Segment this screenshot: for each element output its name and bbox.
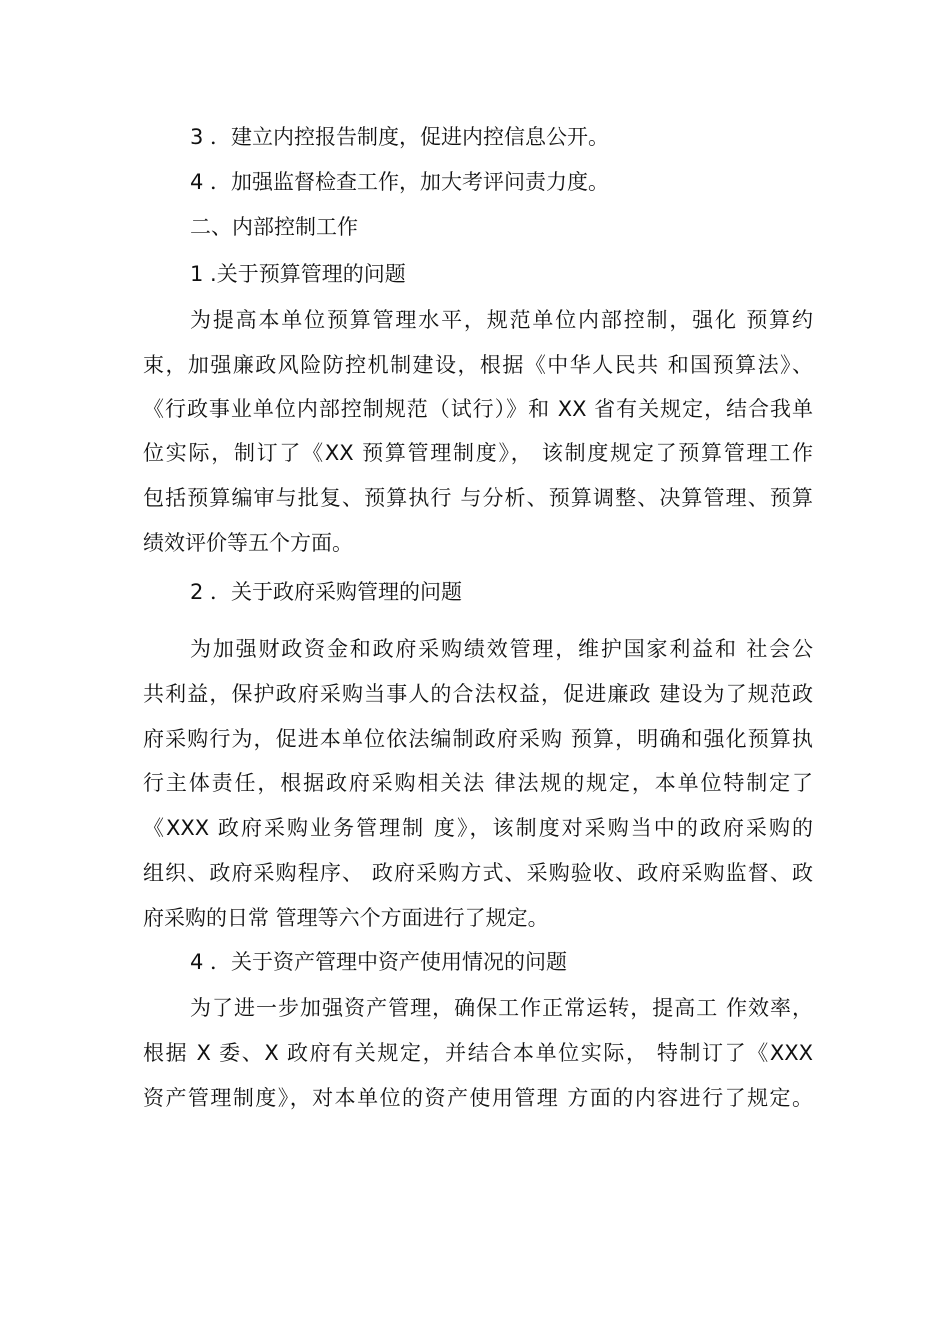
paragraph-line: 资产管理制度》，对本单位的资产使用管理 方面的内容进行了规定。 <box>143 1086 813 1110</box>
paragraph-line: 为了进一步加强资产管理，确保工作正常运转，提高工 作效率， <box>190 996 813 1020</box>
paragraph-line: 束，加强廉政风险防控机制建设，根据《中华人民共 和国预算法》、 <box>143 353 813 377</box>
subheading-assets: 4 ．关于资产管理中资产使用情况的问题 <box>190 950 568 974</box>
list-item-4: 4 ．加强监督检查工作，加大考评问责力度。 <box>190 170 610 194</box>
paragraph-line: 组织、政府采购程序、 政府采购方式、采购验收、政府采购监督、政 <box>143 861 813 885</box>
paragraph-line: 《行政事业单位内部控制规范（试行）》和 XX 省有关规定，结合我单 <box>143 397 813 421</box>
paragraph-line: 根据 X 委、X 政府有关规定，并结合本单位实际， 特制订了《XXX <box>143 1041 813 1065</box>
paragraph-line: 共利益，保护政府采购当事人的合法权益，促进廉政 建设为了规范政 <box>143 682 813 706</box>
subheading-budget: 1 .关于预算管理的问题 <box>190 262 406 286</box>
paragraph-line: 行主体责任，根据政府采购相关法 律法规的规定，本单位特制定了 <box>143 771 813 795</box>
paragraph-line: 为提高本单位预算管理水平，规范单位内部控制，强化 预算约 <box>190 308 813 332</box>
paragraph-line: 包括预算编审与批复、预算执行 与分析、预算调整、决算管理、预算 <box>143 486 813 510</box>
paragraph-line: 府采购行为，促进本单位依法编制政府采购 预算，明确和强化预算执 <box>143 727 813 751</box>
paragraph-line: 为加强财政资金和政府采购绩效管理，维护国家利益和 社会公 <box>190 637 813 661</box>
section-heading: 二、内部控制工作 <box>190 215 358 239</box>
subheading-procurement: 2 ．关于政府采购管理的问题 <box>190 580 463 604</box>
paragraph-line: 府采购的日常 管理等六个方面进行了规定。 <box>143 906 549 930</box>
paragraph-line: 位实际，制订了《XX 预算管理制度》， 该制度规定了预算管理工作 <box>143 441 813 465</box>
paragraph-line: 绩效评价等五个方面。 <box>143 531 353 555</box>
list-item-3: 3 ．建立内控报告制度，促进内控信息公开。 <box>190 125 610 149</box>
paragraph-line: 《XXX 政府采购业务管理制 度》，该制度对采购当中的政府采购的 <box>143 816 813 840</box>
